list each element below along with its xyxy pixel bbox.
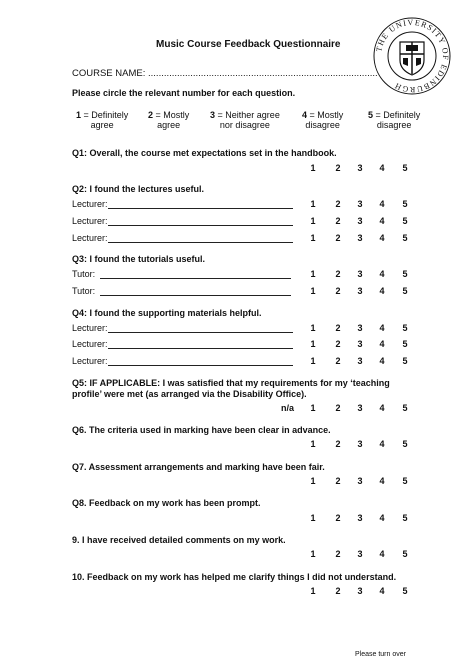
rating-option-5[interactable]: 5 xyxy=(402,163,408,173)
lecturer-label: Lecturer: xyxy=(72,339,108,349)
rating-option-5[interactable]: 5 xyxy=(402,216,408,226)
rating-option-5[interactable]: 5 xyxy=(402,586,408,596)
scale-number: 1 xyxy=(76,110,82,120)
rating-option-4[interactable]: 4 xyxy=(379,323,385,333)
question-8: Q8. Feedback on my work has been prompt. xyxy=(72,498,261,508)
rating-option-3[interactable]: 3 xyxy=(357,216,363,226)
rating-option-1[interactable]: 1 xyxy=(310,339,316,349)
scale-text: agree xyxy=(157,120,181,130)
rating-option-3[interactable]: 3 xyxy=(357,356,363,366)
scale-text: disagree xyxy=(305,120,340,130)
rating-option-1[interactable]: 1 xyxy=(310,269,316,279)
scale-text: = Mostly xyxy=(155,110,190,120)
lecturer-line[interactable] xyxy=(108,332,293,333)
rating-option-3[interactable]: 3 xyxy=(357,233,363,243)
scale-text: = Definitely xyxy=(83,110,129,120)
scale-number: 2 xyxy=(148,110,154,120)
rating-option-2[interactable]: 2 xyxy=(335,286,341,296)
question-2: Q2: I found the lectures useful. xyxy=(72,184,205,194)
rating-option-2[interactable]: 2 xyxy=(335,403,341,413)
rating-option-1[interactable]: 1 xyxy=(310,233,316,243)
tutor-label: Tutor: xyxy=(72,269,96,279)
rating-option-3[interactable]: 3 xyxy=(357,286,363,296)
scale-item-3 xyxy=(210,110,280,130)
rating-option-2[interactable]: 2 xyxy=(335,199,341,209)
rating-option-4[interactable]: 4 xyxy=(379,513,385,523)
rating-option-2[interactable]: 2 xyxy=(335,163,341,173)
form-title: Music Course Feedback Questionnaire xyxy=(156,39,341,50)
rating-option-5[interactable]: 5 xyxy=(402,199,408,209)
question-9: 9. I have received detailed comments on my work. xyxy=(72,535,286,545)
tutor-label: Tutor: xyxy=(72,286,96,296)
rating-option-1[interactable]: 1 xyxy=(310,163,316,173)
rating-option-1[interactable]: 1 xyxy=(310,476,316,486)
lecturer-label: Lecturer: xyxy=(72,216,108,226)
rating-option-2[interactable]: 2 xyxy=(335,439,341,449)
rating-option-1[interactable]: 1 xyxy=(310,323,316,333)
rating-option-2[interactable]: 2 xyxy=(335,549,341,559)
scale-text: nor disagree xyxy=(219,120,270,130)
rating-option-4[interactable]: 4 xyxy=(379,549,385,559)
rating-option-3[interactable]: 3 xyxy=(357,513,363,523)
rating-option-5[interactable]: 5 xyxy=(402,233,408,243)
rating-option-4[interactable]: 4 xyxy=(379,586,385,596)
question-4: Q4: I found the supporting materials helpful. xyxy=(72,308,262,318)
scale-item-4 xyxy=(302,110,343,130)
rating-option-2[interactable]: 2 xyxy=(335,513,341,523)
scale-number: 5 xyxy=(368,110,374,120)
lecturer-line[interactable] xyxy=(108,208,293,209)
rating-option-2[interactable]: 2 xyxy=(335,586,341,596)
scale-text: = Mostly xyxy=(309,110,344,120)
rating-option-2[interactable]: 2 xyxy=(335,233,341,243)
rating-option-5[interactable]: 5 xyxy=(402,476,408,486)
question-7: Q7. Assessment arrangements and marking have been fair. xyxy=(72,462,325,472)
rating-option-4[interactable]: 4 xyxy=(379,163,385,173)
rating-option-1[interactable]: 1 xyxy=(310,513,316,523)
scale-number: 3 xyxy=(210,110,216,120)
na-option[interactable]: n/a xyxy=(281,403,295,413)
rating-option-1[interactable]: 1 xyxy=(310,216,316,226)
rating-option-2[interactable]: 2 xyxy=(335,476,341,486)
lecturer-line[interactable] xyxy=(108,242,293,243)
question-3: Q3: I found the tutorials useful. xyxy=(72,254,206,264)
lecturer-label: Lecturer: xyxy=(72,356,108,366)
scale-number: 4 xyxy=(302,110,308,120)
lecturer-line[interactable] xyxy=(108,348,293,349)
scale-item-5 xyxy=(368,110,420,130)
rating-option-3[interactable]: 3 xyxy=(357,163,363,173)
rating-option-3[interactable]: 3 xyxy=(357,586,363,596)
scale-item-1 xyxy=(76,110,128,130)
rating-option-2[interactable]: 2 xyxy=(335,269,341,279)
rating-option-5[interactable]: 5 xyxy=(402,513,408,523)
rating-option-5[interactable]: 5 xyxy=(402,286,408,296)
rating-option-5[interactable]: 5 xyxy=(402,356,408,366)
rating-option-5[interactable]: 5 xyxy=(402,439,408,449)
question-6: Q6. The criteria used in marking have been clear in advance. xyxy=(72,425,331,435)
rating-option-1[interactable]: 1 xyxy=(310,439,316,449)
rating-option-4[interactable]: 4 xyxy=(379,476,385,486)
lecturer-line[interactable] xyxy=(108,365,293,366)
scale-text: = Definitely xyxy=(375,110,421,120)
rating-option-3[interactable]: 3 xyxy=(357,439,363,449)
lecturer-label: Lecturer: xyxy=(72,199,108,209)
tutor-line[interactable] xyxy=(100,278,291,279)
rating-option-4[interactable]: 4 xyxy=(379,403,385,413)
rating-option-4[interactable]: 4 xyxy=(379,233,385,243)
scale-text: disagree xyxy=(376,120,412,130)
rating-option-1[interactable]: 1 xyxy=(310,549,316,559)
scale-text: agree xyxy=(90,120,114,130)
rating-option-2[interactable]: 2 xyxy=(335,339,341,349)
question-5: Q5: IF APPLICABLE: I was satisfied that my requirements for my ‘teaching profile’ were met (as arranged via the Disability Office). xyxy=(72,378,390,399)
rating-option-3[interactable]: 3 xyxy=(357,403,363,413)
rating-option-5[interactable]: 5 xyxy=(402,403,408,413)
course-name-field[interactable]: COURSE NAME: ....................................................................................... xyxy=(72,68,378,79)
tutor-line[interactable] xyxy=(100,295,291,296)
lecturer-line[interactable] xyxy=(108,225,293,226)
rating-option-2[interactable]: 2 xyxy=(335,216,341,226)
svg-text:THE UNIVERSITY OF EDINBURGH: THE UNIVERSITY OF EDINBURGH xyxy=(374,17,451,95)
rating-option-1[interactable]: 1 xyxy=(310,286,316,296)
rating-option-5[interactable]: 5 xyxy=(402,549,408,559)
rating-option-4[interactable]: 4 xyxy=(379,439,385,449)
rating-option-4[interactable]: 4 xyxy=(379,269,385,279)
question-1: Q1: Overall, the course met expectations set in the handbook. xyxy=(72,148,337,158)
rating-option-3[interactable]: 3 xyxy=(357,549,363,559)
rating-option-3[interactable]: 3 xyxy=(357,199,363,209)
rating-option-3[interactable]: 3 xyxy=(357,476,363,486)
rating-option-4[interactable]: 4 xyxy=(379,356,385,366)
rating-option-2[interactable]: 2 xyxy=(335,323,341,333)
rating-option-1[interactable]: 1 xyxy=(310,586,316,596)
rating-option-4[interactable]: 4 xyxy=(379,199,385,209)
rating-option-3[interactable]: 3 xyxy=(357,339,363,349)
rating-option-4[interactable]: 4 xyxy=(379,286,385,296)
rating-option-5[interactable]: 5 xyxy=(402,323,408,333)
rating-option-1[interactable]: 1 xyxy=(310,199,316,209)
university-crest-logo xyxy=(372,16,452,96)
footer-note: Please turn over xyxy=(355,651,406,658)
scale-text: = Neither agree xyxy=(217,110,280,120)
lecturer-label: Lecturer: xyxy=(72,233,108,243)
rating-option-3[interactable]: 3 xyxy=(357,269,363,279)
rating-option-2[interactable]: 2 xyxy=(335,356,341,366)
rating-option-5[interactable]: 5 xyxy=(402,339,408,349)
scale-item-2 xyxy=(148,110,189,130)
rating-option-3[interactable]: 3 xyxy=(357,323,363,333)
instruction-text: Please circle the relevant number for each question. xyxy=(72,88,296,98)
rating-option-4[interactable]: 4 xyxy=(379,216,385,226)
rating-option-5[interactable]: 5 xyxy=(402,269,408,279)
rating-option-4[interactable]: 4 xyxy=(379,339,385,349)
question-10: 10. Feedback on my work has helped me clarify things I did not understand. xyxy=(72,572,397,582)
lecturer-label: Lecturer: xyxy=(72,323,108,333)
rating-option-1[interactable]: 1 xyxy=(310,356,316,366)
rating-option-1[interactable]: 1 xyxy=(310,403,316,413)
